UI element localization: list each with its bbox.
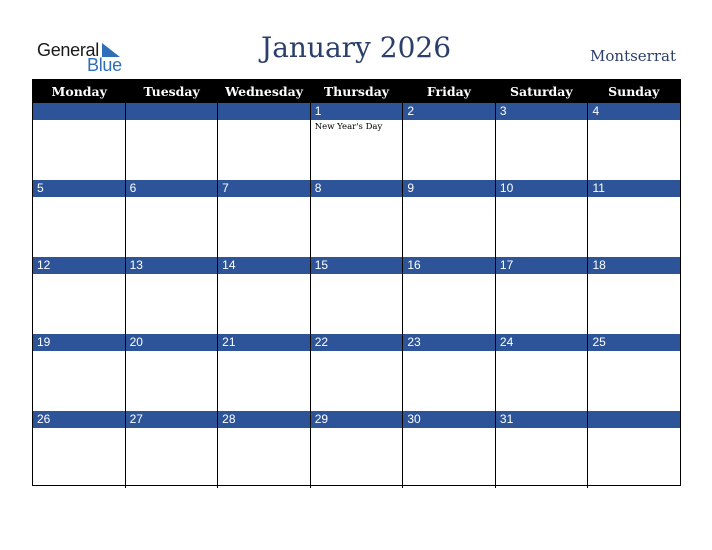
day-number: 29 bbox=[311, 411, 403, 428]
week-row bbox=[33, 411, 680, 488]
day-cell bbox=[496, 180, 589, 257]
day-cell bbox=[311, 180, 404, 257]
day-cell bbox=[496, 334, 589, 411]
week-row bbox=[33, 180, 680, 257]
day-cell bbox=[126, 103, 219, 180]
day-cell bbox=[218, 411, 311, 488]
day-cell bbox=[403, 103, 496, 180]
day-number: 12 bbox=[33, 257, 125, 274]
day-cell bbox=[311, 334, 404, 411]
weekday-header: Wednesday bbox=[225, 84, 303, 99]
day-number: 4 bbox=[588, 103, 680, 120]
logo-text-general: General bbox=[37, 40, 99, 60]
day-number: 19 bbox=[33, 334, 125, 351]
day-number: 18 bbox=[588, 257, 680, 274]
day-cell bbox=[403, 257, 496, 334]
day-cell bbox=[126, 411, 219, 488]
day-number bbox=[33, 103, 125, 120]
day-number: 9 bbox=[403, 180, 495, 197]
day-cell bbox=[588, 257, 680, 334]
day-cell bbox=[33, 257, 126, 334]
day-cell bbox=[588, 180, 680, 257]
weekday-header: Monday bbox=[51, 84, 107, 99]
week-row bbox=[33, 257, 680, 334]
weeks-container bbox=[33, 103, 680, 488]
calendar-grid bbox=[32, 79, 681, 486]
day-cell bbox=[496, 103, 589, 180]
day-cell bbox=[311, 103, 404, 180]
day-cell bbox=[126, 334, 219, 411]
day-number: 17 bbox=[496, 257, 588, 274]
day-number: 26 bbox=[33, 411, 125, 428]
day-number bbox=[588, 411, 680, 428]
day-number: 6 bbox=[126, 180, 218, 197]
day-number: 24 bbox=[496, 334, 588, 351]
weekday-header: Sunday bbox=[608, 84, 660, 99]
day-number: 13 bbox=[126, 257, 218, 274]
day-number: 27 bbox=[126, 411, 218, 428]
country-label: Montserrat bbox=[590, 47, 676, 65]
day-cell bbox=[218, 180, 311, 257]
day-cell bbox=[33, 103, 126, 180]
weekday-header: Tuesday bbox=[143, 84, 200, 99]
day-number: 22 bbox=[311, 334, 403, 351]
week-row bbox=[33, 334, 680, 411]
day-cell bbox=[403, 180, 496, 257]
day-number: 15 bbox=[311, 257, 403, 274]
day-number: 11 bbox=[588, 180, 680, 197]
day-cell bbox=[311, 411, 404, 488]
week-row bbox=[33, 103, 680, 180]
day-cell bbox=[126, 180, 219, 257]
day-number: 1 bbox=[311, 103, 403, 120]
weekday-header-row bbox=[33, 80, 680, 103]
day-cell bbox=[33, 334, 126, 411]
day-number bbox=[218, 103, 310, 120]
day-number: 7 bbox=[218, 180, 310, 197]
holiday-label: New Year's Day bbox=[314, 122, 383, 132]
day-number: 21 bbox=[218, 334, 310, 351]
day-cell bbox=[311, 257, 404, 334]
day-number: 20 bbox=[126, 334, 218, 351]
day-cell bbox=[403, 411, 496, 488]
day-number: 23 bbox=[403, 334, 495, 351]
day-number: 14 bbox=[218, 257, 310, 274]
day-number bbox=[126, 103, 218, 120]
day-number: 28 bbox=[218, 411, 310, 428]
day-cell bbox=[218, 257, 311, 334]
day-cell bbox=[588, 334, 680, 411]
day-cell bbox=[218, 103, 311, 180]
day-number: 5 bbox=[33, 180, 125, 197]
day-cell bbox=[218, 334, 311, 411]
weekday-header: Friday bbox=[426, 84, 471, 99]
page-title: January 2026 bbox=[260, 31, 452, 64]
day-number: 31 bbox=[496, 411, 588, 428]
day-number: 30 bbox=[403, 411, 495, 428]
day-number: 3 bbox=[496, 103, 588, 120]
day-cell bbox=[126, 257, 219, 334]
day-cell bbox=[33, 180, 126, 257]
weekday-header: Saturday bbox=[509, 84, 573, 99]
day-cell bbox=[33, 411, 126, 488]
day-cell bbox=[496, 257, 589, 334]
day-number: 25 bbox=[588, 334, 680, 351]
day-number: 8 bbox=[311, 180, 403, 197]
day-number: 10 bbox=[496, 180, 588, 197]
day-cell bbox=[403, 334, 496, 411]
day-cell bbox=[496, 411, 589, 488]
logo-text-blue: Blue bbox=[87, 55, 122, 75]
day-number: 2 bbox=[403, 103, 495, 120]
day-cell bbox=[588, 103, 680, 180]
weekday-header: Thursday bbox=[323, 84, 390, 99]
day-cell bbox=[588, 411, 680, 488]
day-number: 16 bbox=[403, 257, 495, 274]
